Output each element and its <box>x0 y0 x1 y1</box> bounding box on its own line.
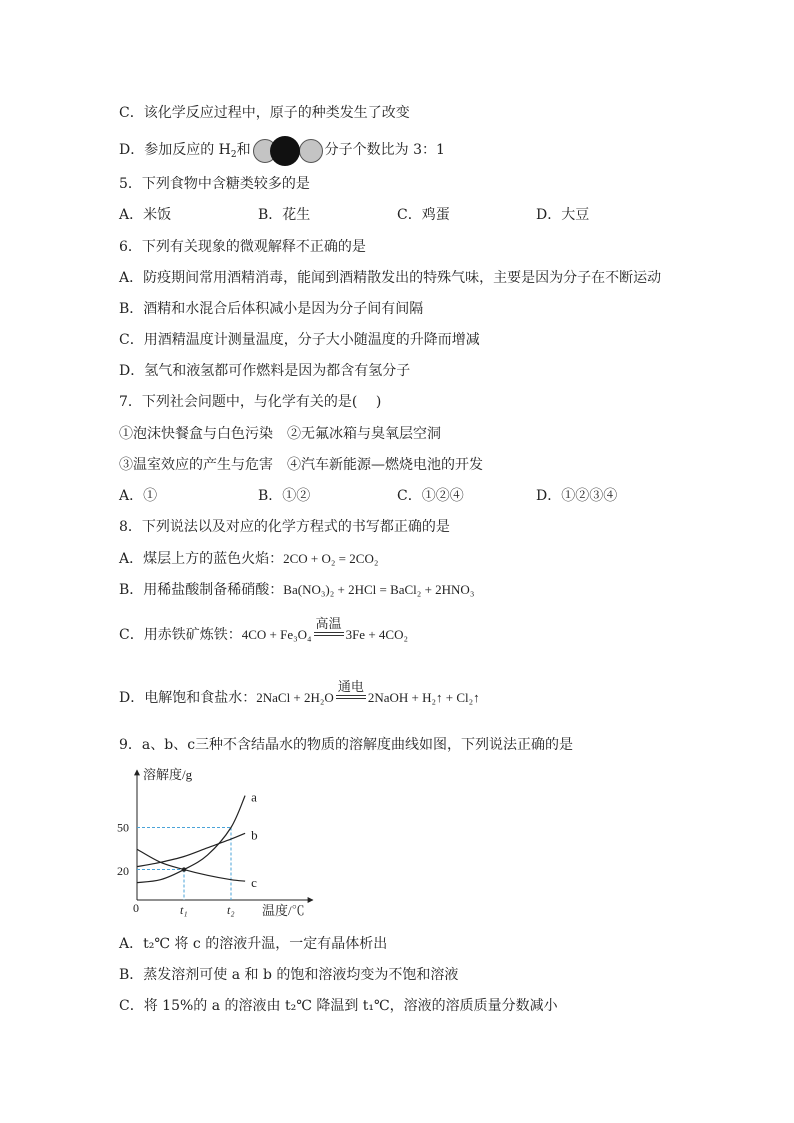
q7-items-line2: ③温室效应的产生与危害 ④汽车新能源—燃烧电池的开发 <box>119 457 483 473</box>
series-label-c: c <box>251 875 257 891</box>
q8-option-d-label: D．电解饱和食盐水： <box>119 690 257 706</box>
x-tick-label-0: t₁ <box>180 903 188 917</box>
q6-option-d: D．氢气和液氢都可作燃料是因为都含有氢分子 <box>119 363 411 379</box>
curve-b <box>137 833 245 866</box>
q6-stem: 6．下列有关现象的微观解释不正确的是 <box>119 239 366 255</box>
series-label-b: b <box>251 827 258 843</box>
reaction-condition-electrolysis <box>336 680 366 702</box>
q9-option-b: B．蒸发溶剂可使 a 和 b 的饱和溶液均变为不饱和溶液 <box>119 967 459 983</box>
black-atom-center <box>270 136 300 166</box>
q6-option-a: A．防疫期间常用酒精消毒，能闻到酒精散发出的特殊气味，主要是因为分子在不断运动 <box>119 270 662 286</box>
q5-option-a: A．米饭 <box>119 207 172 223</box>
q7-option-d: D．①②③④ <box>536 488 618 504</box>
q8-stem: 8．下列说法以及对应的化学方程式的书写都正确的是 <box>119 519 450 535</box>
q4-option-d <box>119 138 445 162</box>
y-tick-label-0: 50 <box>117 820 129 835</box>
q8-option-b-equation: Ba(NO₃)₂ + 2HCl = BaCl₂ + 2HNO₃ <box>283 582 475 597</box>
molecule-illustration <box>253 138 323 162</box>
q7-option-c: C．①②④ <box>397 488 464 504</box>
q4-option-d-and: 和 <box>236 142 251 158</box>
q8-option-d <box>119 680 480 707</box>
q9-option-c: C．将 15%的 a 的溶液由 t₂℃ 降温到 t₁℃，溶液的溶质质量分数减小 <box>119 998 558 1014</box>
q6-option-b: B．酒精和水混合后体积减小是因为分子间有间隔 <box>119 301 424 317</box>
q4-option-d-prefix: D．参加反应的 H <box>119 142 231 158</box>
q8-option-c-right: 3Fe + 4CO₂ <box>345 627 408 642</box>
q8-option-a-equation: 2CO + O₂ = 2CO₂ <box>283 551 379 566</box>
x-axis-label: 温度/℃ <box>262 903 305 918</box>
solubility-chart <box>115 765 315 920</box>
h2-subscript: 2 <box>230 150 237 160</box>
q7-option-b: B．①② <box>258 488 311 504</box>
q8-option-b <box>119 581 474 599</box>
q8-option-c-label: C．用赤铁矿炼铁： <box>119 627 242 643</box>
q7-items-line1: ①泡沫快餐盒与白色污染 ②无氟冰箱与臭氧层空洞 <box>119 426 441 442</box>
q4-option-c: C．该化学反应过程中，原子的种类发生了改变 <box>119 105 410 121</box>
condition-label: 高温 <box>315 617 342 632</box>
q8-option-c <box>119 617 408 644</box>
q6-option-c: C．用酒精温度计测量温度，分子大小随温度的升降而增减 <box>119 332 480 348</box>
q5-option-b: B．花生 <box>258 207 311 223</box>
reaction-condition-high-temp <box>314 617 344 639</box>
q8-option-d-right: 2NaOH + H₂↑ + Cl₂↑ <box>367 690 480 705</box>
grey-atom-right <box>299 139 323 163</box>
origin-label: 0 <box>133 901 139 915</box>
intersection-point <box>182 867 186 871</box>
q8-option-c-left: 4CO + Fe₃O₄ <box>241 627 312 642</box>
q8-option-a <box>119 550 378 568</box>
q7-option-a: A．① <box>119 488 158 504</box>
q7-stem: 7．下列社会问题中，与化学有关的是( ) <box>119 394 382 410</box>
q5-option-d: D．大豆 <box>536 207 590 223</box>
q8-option-b-label: B．用稀盐酸制备稀硝酸： <box>119 582 284 598</box>
q8-option-d-left: 2NaCl + 2H₂O <box>256 690 334 705</box>
y-axis-label: 溶解度/g <box>143 767 193 782</box>
x-tick-label-1: t₂ <box>227 903 235 917</box>
q5-stem: 5．下列食物中含糖类较多的是 <box>119 176 310 192</box>
condition-label: 通电 <box>337 680 364 695</box>
series-label-a: a <box>251 789 257 805</box>
q5-option-c: C．鸡蛋 <box>397 207 450 223</box>
q9-stem: 9．a、b、c三种不含结晶水的物质的溶解度曲线如图，下列说法正确的是 <box>119 737 574 753</box>
q9-option-a: A．t₂℃ 将 c 的溶液升温，一定有晶体析出 <box>119 936 388 952</box>
q8-option-a-label: A．煤层上方的蓝色火焰： <box>119 551 284 567</box>
q4-option-d-suffix: 分子个数比为 3：1 <box>324 142 445 158</box>
y-tick-label-1: 20 <box>117 864 129 878</box>
